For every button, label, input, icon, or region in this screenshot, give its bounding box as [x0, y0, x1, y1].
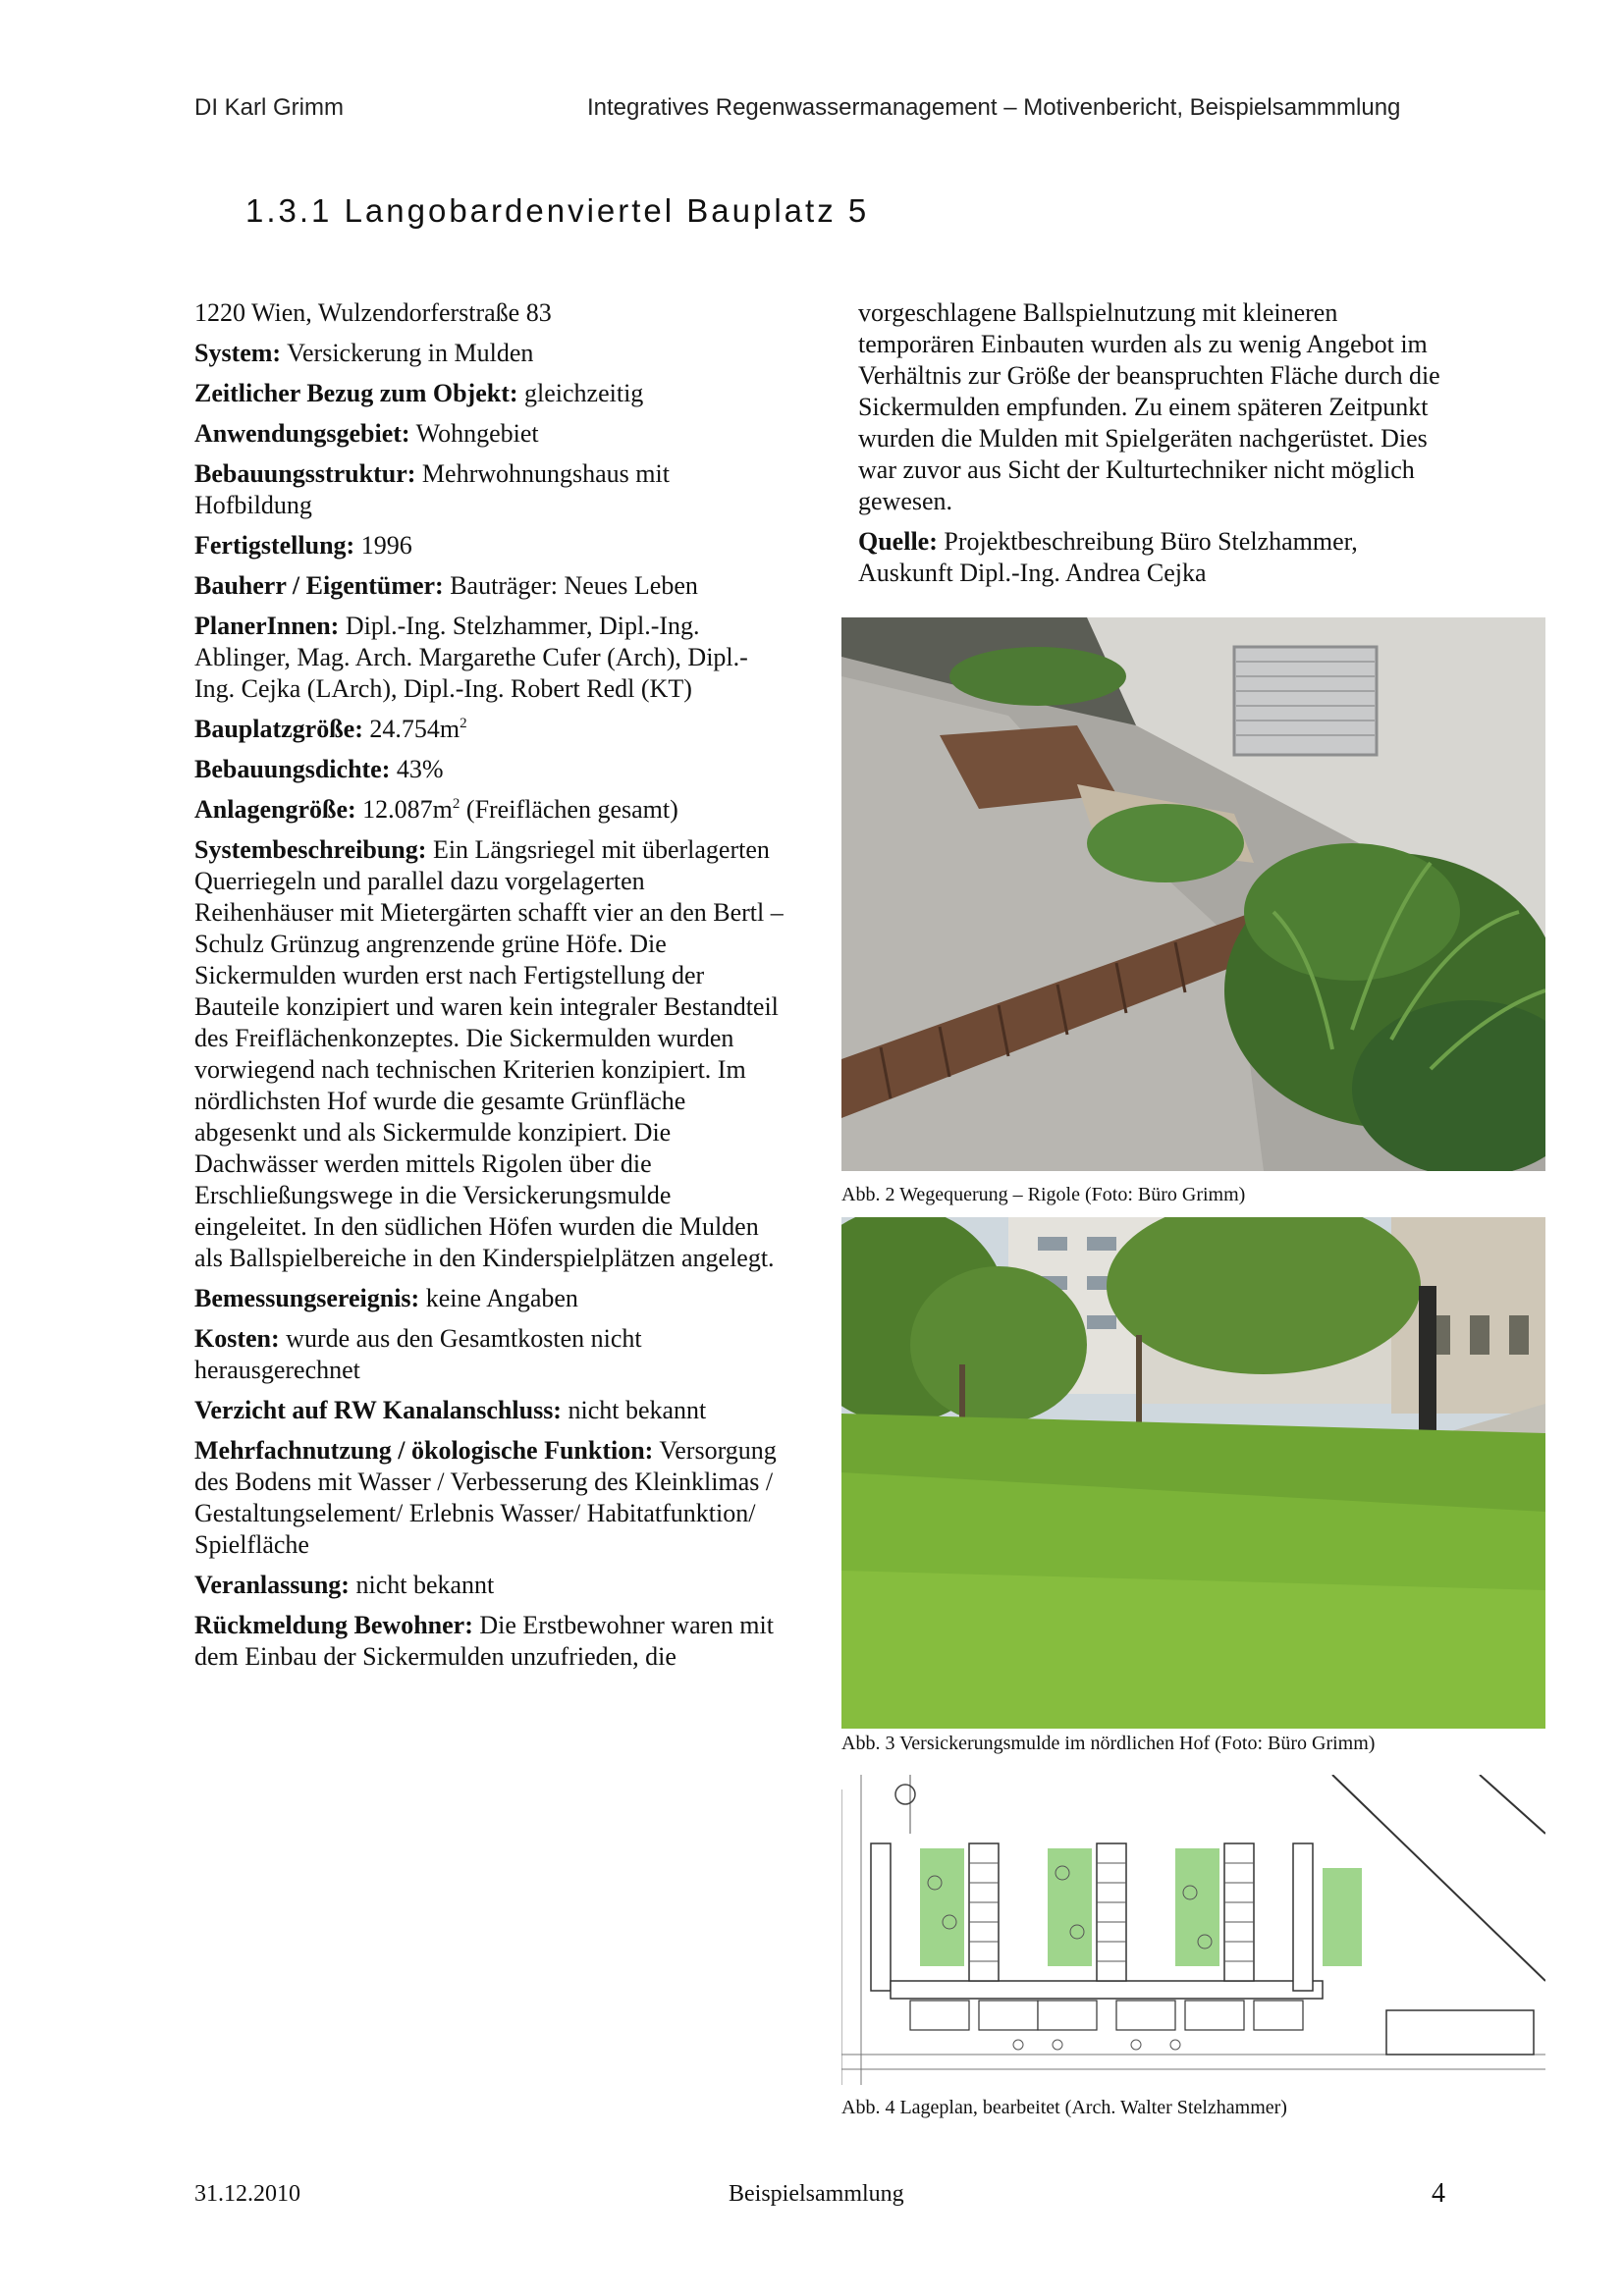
field-value: Wohngebiet — [415, 419, 539, 448]
source-label: Quelle: — [858, 527, 938, 556]
field-row — [194, 338, 784, 369]
field-label: Fertigstellung: — [194, 531, 355, 560]
field-value: nicht bekannt — [355, 1571, 495, 1599]
site-plan-drawing — [841, 1775, 1545, 2085]
field-label: Kosten: — [194, 1324, 280, 1353]
header-author: DI Karl Grimm — [194, 94, 344, 121]
field-value: Die Erstbewohner waren mit dem Einbau der Sickermulden unzufrieden, die — [194, 1611, 774, 1671]
field-row — [194, 530, 784, 561]
source-value: Projektbeschreibung Büro Stelzhammer, Auskunft Dipl.-Ing. Andrea Cejka — [858, 527, 1358, 587]
field-row — [194, 1323, 784, 1386]
field-value: Ein Längsriegel mit überlagerten Querriegeln und parallel dazu vorgelagerten Reihenhäuser mit Mietergärten schafft vier an den Bertl – Schulz Grünzug angrenzende grüne Höfe. Die Sickermulden wurden erst nach Fertigstellung der Bauteile konzipiert und waren kein integraler Bestandteil des Freiflächenkonzeptes. Die Sickermulden wurden vorwiegend nach technischen Kriterien konzipiert. Im nördlichsten Hof wurde die gesamte Grünfläche abgesenkt und als Sickermulde konzipiert. Die Dachwässer werden mittels Rigolen über die Erschließungswege in die Versickerungsmulde eingeleitet. In den südlichen Höfen wurden die Mulden als Ballspielbereiche in den Kinderspielplätzen angelegt. — [194, 835, 784, 1272]
field-value: 1996 — [360, 531, 412, 560]
source-paragraph — [858, 526, 1447, 589]
field-unit-exponent: 2 — [460, 716, 467, 731]
field-row — [194, 418, 784, 450]
field-label: Mehrfachnutzung / ökologische Funktion: — [194, 1436, 654, 1465]
footer-center: Beispielsammlung — [729, 2181, 904, 2207]
field-value: 43% — [396, 755, 444, 783]
field-label: Rückmeldung Bewohner: — [194, 1611, 473, 1639]
field-row — [194, 378, 784, 409]
field-row — [194, 1435, 784, 1561]
field-value: keine Angaben — [425, 1284, 578, 1312]
figure-caption-4: Abb. 4 Lageplan, bearbeitet (Arch. Walter Stelzhammer) — [841, 2097, 1287, 2118]
field-value: Bauträger: Neues Leben — [450, 571, 698, 600]
field-value: nicht bekannt — [568, 1396, 707, 1424]
figure-caption-3: Abb. 3 Versickerungsmulde im nördlichen Hof (Foto: Büro Grimm) — [841, 1733, 1376, 1754]
field-label: Anlagengröße: — [194, 795, 356, 824]
field-row — [194, 570, 784, 602]
figure-caption-2: Abb. 2 Wegequerung – Rigole (Foto: Büro Grimm) — [841, 1184, 1246, 1205]
field-row — [194, 834, 784, 1274]
field-label: Verzicht auf RW Kanalanschluss: — [194, 1396, 562, 1424]
field-suffix: (Freiflächen gesamt) — [460, 795, 678, 824]
field-row — [194, 714, 784, 745]
field-label: Bebauungsstruktur: — [194, 459, 416, 488]
field-row — [194, 1395, 784, 1426]
field-value: 24.754m — [369, 715, 460, 743]
field-value: 12.087m — [362, 795, 453, 824]
field-label: Bauplatzgröße: — [194, 715, 363, 743]
field-unit-exponent: 2 — [452, 796, 460, 812]
field-list — [194, 338, 784, 1673]
field-row — [194, 1283, 784, 1314]
field-label: PlanerInnen: — [194, 612, 340, 640]
field-row — [194, 1570, 784, 1601]
field-row — [194, 458, 784, 521]
page-number: 4 — [1432, 2178, 1445, 2209]
field-value: Versorgung des Bodens mit Wasser / Verbesserung des Kleinklimas / Gestaltungselement/ Erlebnis Wasser/ Habitatfunktion/ Spielfläche — [194, 1436, 777, 1559]
field-row — [194, 611, 784, 705]
field-label: Veranlassung: — [194, 1571, 350, 1599]
right-column — [858, 297, 1447, 598]
field-row — [194, 794, 784, 826]
field-value: Versickerung in Mulden — [287, 339, 534, 367]
footer-date: 31.12.2010 — [194, 2181, 300, 2207]
field-value: Mehrwohnungshaus mit Hofbildung — [194, 459, 670, 519]
field-label: System: — [194, 339, 282, 367]
field-label: Anwendungsgebiet: — [194, 419, 410, 448]
field-value: Dipl.-Ing. Stelzhammer, Dipl.-Ing. Ablinger, Mag. Arch. Margarethe Cufer (Arch), Dipl.-Ing. Cejka (LArch), Dipl.-Ing. Robert Redl (KT) — [194, 612, 748, 703]
field-row — [194, 1610, 784, 1673]
field-label: Systembeschreibung: — [194, 835, 427, 864]
field-label: Bauherr / Eigentümer: — [194, 571, 444, 600]
field-label: Bemessungsereignis: — [194, 1284, 420, 1312]
section-title: 1.3.1 Langobardenviertel Bauplatz 5 — [245, 192, 870, 229]
continuation-text: vorgeschlagene Ballspielnutzung mit kleineren temporären Einbauten wurden als zu wenig Angebot im Verhältnis zur Größe der beanspruchten Fläche durch die Sickermulden empfunden. Zu einem späteren Zeitpunkt wurden die Mulden mit Spielgeräten nachgerüstet. Dies war zuvor aus Sicht der Kulturtechniker nicht möglich gewesen. — [858, 298, 1440, 515]
field-label: Zeitlicher Bezug zum Objekt: — [194, 379, 518, 407]
photo-infiltration-swale — [841, 1217, 1545, 1729]
field-value: wurde aus den Gesamtkosten nicht herausgerechnet — [194, 1324, 642, 1384]
photo-road-crossing-drain — [841, 617, 1545, 1171]
header-document-title: Integratives Regenwassermanagement – Motivenbericht, Beispielsammmlung — [587, 94, 1401, 121]
field-label: Bebauungsdichte: — [194, 755, 391, 783]
field-row — [194, 754, 784, 785]
field-value: gleichzeitig — [524, 379, 644, 407]
left-column — [194, 297, 784, 1682]
address: 1220 Wien, Wulzendorferstraße 83 — [194, 298, 552, 327]
